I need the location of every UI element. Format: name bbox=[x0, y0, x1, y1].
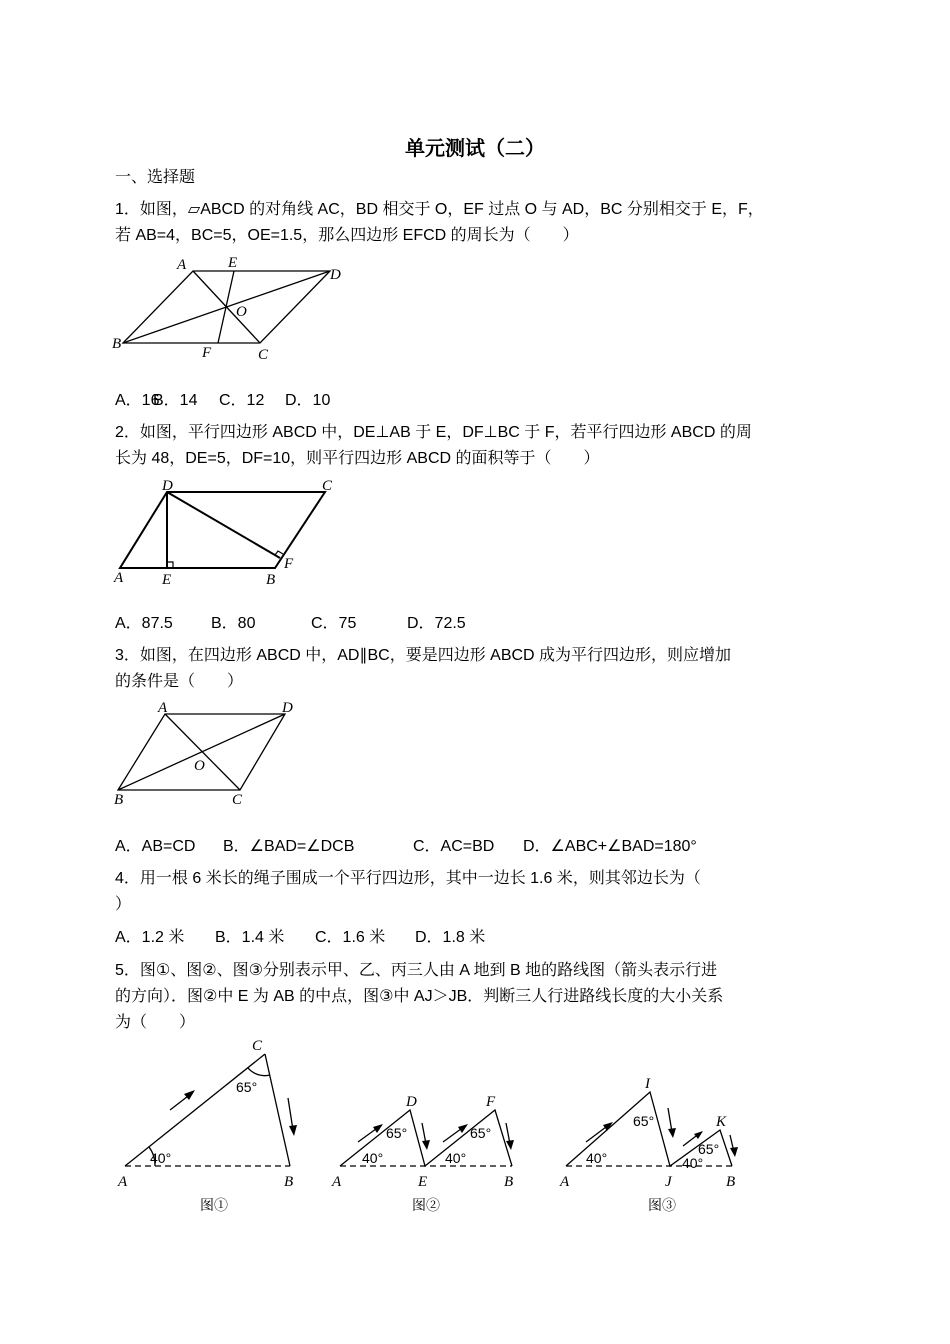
q2-option-d[interactable]: D．72.5 bbox=[407, 615, 466, 632]
label-f: F bbox=[202, 345, 212, 361]
q4-option-b[interactable]: B．1.4 米 bbox=[215, 929, 285, 946]
q4-options bbox=[115, 926, 485, 950]
q2-option-a[interactable]: A．87.5 bbox=[115, 615, 173, 632]
label-a: A bbox=[158, 700, 168, 716]
q3-option-b[interactable]: B．∠BAD=∠DCB bbox=[223, 838, 355, 855]
fig3-label-j: J bbox=[665, 1174, 672, 1190]
diagonal-bd bbox=[118, 714, 285, 790]
label-a: A bbox=[177, 257, 187, 273]
fig2-label-e: E bbox=[418, 1174, 428, 1190]
fig3-angle-65-left: 65° bbox=[633, 1113, 655, 1129]
q1-option-b[interactable]: B．14 bbox=[153, 392, 198, 409]
fig1-angle-65: 65° bbox=[236, 1079, 258, 1095]
q3-figure bbox=[110, 698, 310, 808]
fig3-angle-40-left: 40° bbox=[586, 1150, 608, 1166]
fig2-angle-40-left: 40° bbox=[362, 1150, 384, 1166]
fig1-label-a: A bbox=[118, 1174, 128, 1190]
q2-text-line2: 长为 48，DE=5，DF=10，则平行四边形 ABCD 的面积等于（ ） bbox=[115, 450, 600, 467]
fig3-label-i: I bbox=[645, 1076, 650, 1092]
q2-text-line1: 2．如图，平行四边形 ABCD 中，DE⊥AB 于 E，DF⊥BC 于 F，若平行四边形 ABCD 的周 bbox=[115, 424, 752, 441]
label-o: O bbox=[236, 304, 247, 320]
fig2-angle-65-right: 65° bbox=[470, 1125, 492, 1141]
q4-option-c[interactable]: C．1.6 米 bbox=[315, 929, 386, 946]
label-c: C bbox=[322, 478, 333, 494]
fig1-label-c: C bbox=[252, 1038, 263, 1054]
fig3-angle-65-right: 65° bbox=[698, 1141, 720, 1157]
label-d: D bbox=[330, 267, 341, 283]
segment-ef bbox=[218, 271, 234, 343]
right-angle-f bbox=[275, 551, 283, 555]
parallelogram-abcd bbox=[120, 492, 325, 568]
label-b: B bbox=[266, 572, 276, 588]
q2-option-b[interactable]: B．80 bbox=[211, 615, 256, 632]
q2-options bbox=[115, 612, 466, 636]
fig2-angle-65-left: 65° bbox=[386, 1125, 408, 1141]
q1-option-c[interactable]: C．12 bbox=[219, 392, 265, 409]
q3-option-c[interactable]: C．AC=BD bbox=[413, 838, 495, 855]
q4-text-line2: ） bbox=[115, 896, 132, 913]
q4-option-d[interactable]: D．1.8 米 bbox=[415, 929, 486, 946]
label-o: O bbox=[194, 758, 205, 774]
section-heading: 一、选择题 bbox=[115, 169, 196, 186]
q5-text-line3: 为（ ） bbox=[115, 1014, 196, 1031]
fig3-angle-40-right: 40° bbox=[682, 1155, 704, 1171]
q1-text-line1: 1．如图，▱ABCD 的对角线 AC，BD 相交于 O，EF 过点 O 与 AD，BC 分别相交于 E，F， bbox=[115, 201, 764, 218]
label-a: A bbox=[114, 570, 124, 586]
fig2-label-f: F bbox=[486, 1094, 496, 1110]
label-c: C bbox=[258, 347, 269, 363]
fig1-caption: 图① bbox=[200, 1197, 228, 1213]
label-d: D bbox=[282, 700, 293, 716]
page-title: 单元测试（二） bbox=[405, 138, 545, 160]
q4-text-line1: 4．用一根 6 米长的绳子围成一个平行四边形，其中一边长 1.6 米，则其邻边长为（ bbox=[115, 870, 701, 887]
label-d: D bbox=[162, 478, 173, 494]
q5-figures bbox=[100, 1030, 840, 1230]
label-b: B bbox=[114, 792, 124, 808]
label-f: F bbox=[284, 556, 294, 572]
q1-option-a[interactable]: A．16 bbox=[115, 392, 160, 409]
fig3-label-b: B bbox=[726, 1174, 736, 1190]
q1-text-line2: 若 AB=4，BC=5，OE=1.5，那么四边形 EFCD 的周长为（ ） bbox=[115, 227, 579, 244]
label-e: E bbox=[228, 255, 238, 271]
q1-option-d[interactable]: D．10 bbox=[285, 392, 331, 409]
q1-options bbox=[115, 389, 330, 413]
q3-option-d[interactable]: D．∠ABC+∠BAD=180° bbox=[523, 838, 697, 855]
label-e: E bbox=[162, 572, 172, 588]
fig2-angle-40-right: 40° bbox=[445, 1150, 467, 1166]
q1-figure bbox=[110, 255, 350, 365]
fig3-label-a: A bbox=[560, 1174, 570, 1190]
q2-figure bbox=[110, 476, 350, 586]
fig3-label-k: K bbox=[716, 1114, 727, 1130]
q2-option-c[interactable]: C．75 bbox=[311, 615, 357, 632]
fig2-label-a: A bbox=[332, 1174, 342, 1190]
q4-option-a[interactable]: A．1.2 米 bbox=[115, 929, 185, 946]
q3-option-a[interactable]: A．AB=CD bbox=[115, 838, 196, 855]
q3-options bbox=[115, 835, 697, 859]
label-c: C bbox=[232, 792, 243, 808]
fig1-label-b: B bbox=[284, 1174, 294, 1190]
fig2-label-b: B bbox=[504, 1174, 514, 1190]
fig2-caption: 图② bbox=[412, 1197, 440, 1213]
perpendicular-df bbox=[167, 492, 280, 558]
q3-text-line1: 3．如图，在四边形 ABCD 中，AD∥BC，要是四边形 ABCD 成为平行四边形，则应增加 bbox=[115, 647, 732, 664]
q3-text-line2: 的条件是（ ） bbox=[115, 673, 244, 690]
q5-text-line1: 5．图①、图②、图③分别表示甲、乙、丙三人由 A 地到 B 地的路线图（箭头表示行进 bbox=[115, 962, 718, 979]
fig1-angle-40: 40° bbox=[150, 1150, 172, 1166]
q5-text-line2: 的方向）．图②中 E 为 AB 的中点，图③中 AJ＞JB．判断三人行进路线长度的大小关系 bbox=[115, 988, 724, 1005]
label-b: B bbox=[112, 336, 122, 352]
fig3-caption: 图③ bbox=[648, 1197, 676, 1213]
fig2-label-d: D bbox=[406, 1094, 417, 1110]
